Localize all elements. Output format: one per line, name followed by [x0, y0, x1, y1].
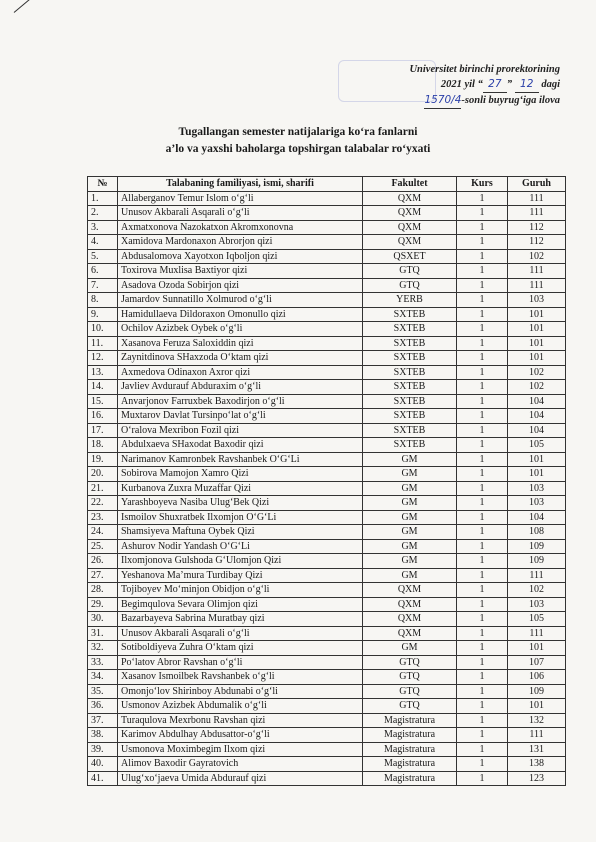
cell-group: 123: [508, 771, 566, 786]
cell-number: 34.: [88, 670, 118, 685]
table-row: [88, 655, 566, 670]
cell-number: 3.: [88, 220, 118, 235]
cell-number: 15.: [88, 394, 118, 409]
cell-number: 5.: [88, 249, 118, 264]
cell-fullname: O‘ralova Mexribon Fozil qizi: [118, 423, 363, 438]
approval-note: [330, 62, 560, 109]
cell-faculty: GM: [363, 481, 457, 496]
header-group: Guruh: [508, 177, 566, 192]
cell-group: 111: [508, 191, 566, 206]
cell-course: 1: [457, 351, 508, 366]
cell-number: 26.: [88, 554, 118, 569]
cell-faculty: SXTEB: [363, 307, 457, 322]
cell-fullname: Sobirova Mamojon Xamro Qizi: [118, 467, 363, 482]
cell-fullname: Allaberganov Temur Islom o‘g‘li: [118, 191, 363, 206]
cell-number: 9.: [88, 307, 118, 322]
cell-group: 102: [508, 365, 566, 380]
cell-number: 38.: [88, 728, 118, 743]
pen-stroke-mark: [14, 0, 45, 13]
cell-course: 1: [457, 394, 508, 409]
table-row: [88, 641, 566, 656]
cell-course: 1: [457, 728, 508, 743]
cell-faculty: GM: [363, 554, 457, 569]
table-row: [88, 351, 566, 366]
cell-group: 111: [508, 278, 566, 293]
cell-course: 1: [457, 467, 508, 482]
cell-fullname: Turaqulova Mexrbonu Ravshan qizi: [118, 713, 363, 728]
cell-course: 1: [457, 670, 508, 685]
cell-faculty: QSXET: [363, 249, 457, 264]
cell-course: 1: [457, 742, 508, 757]
table-header-row: [88, 177, 566, 192]
cell-group: 101: [508, 452, 566, 467]
cell-number: 25.: [88, 539, 118, 554]
cell-fullname: Xasanova Feruza Saloxiddin qizi: [118, 336, 363, 351]
cell-course: 1: [457, 438, 508, 453]
table-row: [88, 380, 566, 395]
cell-number: 1.: [88, 191, 118, 206]
cell-number: 20.: [88, 467, 118, 482]
cell-course: 1: [457, 626, 508, 641]
cell-fullname: Usmonov Azizbek Abdumalik o‘g‘li: [118, 699, 363, 714]
cell-faculty: QXM: [363, 220, 457, 235]
cell-faculty: GM: [363, 467, 457, 482]
cell-course: 1: [457, 510, 508, 525]
table-row: [88, 699, 566, 714]
table-row: [88, 235, 566, 250]
cell-course: 1: [457, 307, 508, 322]
cell-fullname: Abdusalomova Xayotxon Iqboljon qizi: [118, 249, 363, 264]
cell-number: 19.: [88, 452, 118, 467]
cell-faculty: SXTEB: [363, 438, 457, 453]
cell-fullname: Yeshanova Ma’mura Turdibay Qizi: [118, 568, 363, 583]
cell-group: 111: [508, 264, 566, 279]
cell-group: 108: [508, 525, 566, 540]
cell-fullname: Sotiboldiyeva Zuhra O‘ktam qizi: [118, 641, 363, 656]
cell-group: 104: [508, 394, 566, 409]
cell-course: 1: [457, 235, 508, 250]
cell-faculty: GTQ: [363, 278, 457, 293]
cell-number: 16.: [88, 409, 118, 424]
cell-group: 112: [508, 235, 566, 250]
cell-faculty: SXTEB: [363, 409, 457, 424]
approval-order-number: 1570/4: [424, 93, 461, 109]
cell-number: 2.: [88, 206, 118, 221]
cell-course: 1: [457, 539, 508, 554]
cell-course: 1: [457, 220, 508, 235]
cell-course: 1: [457, 409, 508, 424]
cell-faculty: Magistratura: [363, 757, 457, 772]
cell-fullname: Ulug‘xo‘jaeva Umida Abdurauf qizi: [118, 771, 363, 786]
cell-number: 10.: [88, 322, 118, 337]
approval-line-1: Universitet birinchi prorektorining: [409, 64, 560, 75]
cell-course: 1: [457, 597, 508, 612]
cell-fullname: Ilxomjonova Gulshoda G‘Ulomjon Qizi: [118, 554, 363, 569]
header-course: Kurs: [457, 177, 508, 192]
cell-number: 33.: [88, 655, 118, 670]
table-row: [88, 510, 566, 525]
cell-faculty: Magistratura: [363, 771, 457, 786]
cell-faculty: QXM: [363, 626, 457, 641]
cell-course: 1: [457, 699, 508, 714]
cell-faculty: Magistratura: [363, 728, 457, 743]
cell-number: 35.: [88, 684, 118, 699]
table-row: [88, 191, 566, 206]
approval-order-suffix: -sonli buyrug‘iga ilova: [461, 95, 560, 106]
table-row: [88, 742, 566, 757]
cell-number: 32.: [88, 641, 118, 656]
cell-course: 1: [457, 278, 508, 293]
table-row: [88, 322, 566, 337]
cell-fullname: Xasanov Ismoilbek Ravshanbek o‘g‘li: [118, 670, 363, 685]
cell-fullname: Kurbanova Zuxra Muzaffar Qizi: [118, 481, 363, 496]
table-row: [88, 612, 566, 627]
cell-group: 111: [508, 728, 566, 743]
cell-fullname: Po‘latov Abror Ravshan o‘g‘li: [118, 655, 363, 670]
table-row: [88, 423, 566, 438]
cell-number: 6.: [88, 264, 118, 279]
cell-fullname: Anvarjonov Farruxbek Baxodirjon o‘g‘li: [118, 394, 363, 409]
cell-faculty: QXM: [363, 235, 457, 250]
cell-number: 27.: [88, 568, 118, 583]
cell-faculty: SXTEB: [363, 394, 457, 409]
cell-group: 106: [508, 670, 566, 685]
cell-fullname: Ochilov Azizbek Oybek o‘g‘li: [118, 322, 363, 337]
cell-faculty: GM: [363, 452, 457, 467]
header-number: №: [88, 177, 118, 192]
cell-course: 1: [457, 757, 508, 772]
cell-fullname: Omonjo‘lov Shirinboy Abdunabi o‘g‘li: [118, 684, 363, 699]
cell-number: 28.: [88, 583, 118, 598]
cell-faculty: GM: [363, 568, 457, 583]
cell-faculty: SXTEB: [363, 423, 457, 438]
cell-fullname: Unusov Akbarali Asqarali o‘g‘li: [118, 206, 363, 221]
table-row: [88, 496, 566, 511]
table-row: [88, 336, 566, 351]
cell-course: 1: [457, 568, 508, 583]
cell-fullname: Unusov Akbarali Asqarali o‘g‘li: [118, 626, 363, 641]
cell-group: 103: [508, 481, 566, 496]
cell-faculty: Magistratura: [363, 713, 457, 728]
cell-fullname: Jamardov Sunnatillo Xolmurod o‘g‘li: [118, 293, 363, 308]
table-row: [88, 481, 566, 496]
cell-group: 102: [508, 380, 566, 395]
table-row: [88, 307, 566, 322]
cell-course: 1: [457, 525, 508, 540]
cell-group: 138: [508, 757, 566, 772]
cell-course: 1: [457, 206, 508, 221]
cell-group: 104: [508, 423, 566, 438]
document-title-line-1: Tugallangan semester natijalariga ko‘ra fanlarni: [178, 126, 418, 138]
cell-faculty: GM: [363, 510, 457, 525]
approval-day: 27: [483, 77, 507, 93]
cell-fullname: Shamsiyeva Maftuna Oybek Qizi: [118, 525, 363, 540]
cell-course: 1: [457, 612, 508, 627]
cell-fullname: Alimov Baxodir Gayratovich: [118, 757, 363, 772]
cell-course: 1: [457, 713, 508, 728]
cell-group: 101: [508, 467, 566, 482]
cell-course: 1: [457, 249, 508, 264]
cell-group: 102: [508, 249, 566, 264]
cell-faculty: QXM: [363, 206, 457, 221]
table-row: [88, 365, 566, 380]
cell-faculty: GTQ: [363, 684, 457, 699]
table-row: [88, 249, 566, 264]
table-row: [88, 713, 566, 728]
table-row: [88, 771, 566, 786]
cell-course: 1: [457, 191, 508, 206]
cell-faculty: GM: [363, 496, 457, 511]
cell-faculty: QXM: [363, 191, 457, 206]
table-row: [88, 278, 566, 293]
table-row: [88, 409, 566, 424]
cell-number: 21.: [88, 481, 118, 496]
cell-number: 37.: [88, 713, 118, 728]
approval-dagi: dagi: [541, 79, 560, 90]
cell-group: 101: [508, 336, 566, 351]
cell-faculty: SXTEB: [363, 322, 457, 337]
table-row: [88, 206, 566, 221]
cell-number: 29.: [88, 597, 118, 612]
cell-number: 14.: [88, 380, 118, 395]
cell-fullname: Yarashboyeva Nasiba Ulug‘Bek Qizi: [118, 496, 363, 511]
cell-faculty: GM: [363, 539, 457, 554]
cell-group: 105: [508, 438, 566, 453]
cell-group: 101: [508, 699, 566, 714]
header-faculty: Fakultet: [363, 177, 457, 192]
table-body: [88, 191, 566, 786]
cell-group: 109: [508, 684, 566, 699]
cell-course: 1: [457, 365, 508, 380]
cell-fullname: Bazarbayeva Sabrina Muratbay qizi: [118, 612, 363, 627]
cell-number: 12.: [88, 351, 118, 366]
cell-course: 1: [457, 554, 508, 569]
cell-number: 24.: [88, 525, 118, 540]
table-row: [88, 452, 566, 467]
cell-group: 111: [508, 206, 566, 221]
cell-group: 102: [508, 583, 566, 598]
cell-course: 1: [457, 264, 508, 279]
cell-fullname: Usmonova Moximbegim Ilxom qizi: [118, 742, 363, 757]
cell-number: 18.: [88, 438, 118, 453]
approval-quote-close: ”: [506, 79, 513, 90]
cell-course: 1: [457, 293, 508, 308]
table-row: [88, 670, 566, 685]
table-row: [88, 467, 566, 482]
cell-fullname: Axmatxonova Nazokatxon Akromxonovna: [118, 220, 363, 235]
cell-fullname: Asadova Ozoda Sobirjon qizi: [118, 278, 363, 293]
cell-group: 111: [508, 568, 566, 583]
table-row: [88, 394, 566, 409]
cell-number: 4.: [88, 235, 118, 250]
cell-number: 30.: [88, 612, 118, 627]
cell-faculty: GTQ: [363, 655, 457, 670]
cell-group: 109: [508, 554, 566, 569]
cell-fullname: Karimov Abdulhay Abdusattor-o‘g‘li: [118, 728, 363, 743]
cell-fullname: Javliev Avdurauf Abduraxim o‘g‘li: [118, 380, 363, 395]
cell-group: 103: [508, 496, 566, 511]
cell-number: 11.: [88, 336, 118, 351]
cell-number: 40.: [88, 757, 118, 772]
approval-line-2: [330, 77, 560, 93]
cell-group: 101: [508, 307, 566, 322]
cell-course: 1: [457, 380, 508, 395]
header-fullname: Talabaning familiyasi, ismi, sharifi: [118, 177, 363, 192]
cell-fullname: Begimqulova Sevara Olimjon qizi: [118, 597, 363, 612]
cell-faculty: GM: [363, 525, 457, 540]
cell-group: 111: [508, 626, 566, 641]
cell-number: 17.: [88, 423, 118, 438]
cell-number: 8.: [88, 293, 118, 308]
cell-course: 1: [457, 452, 508, 467]
cell-course: 1: [457, 771, 508, 786]
table-row: [88, 626, 566, 641]
table-row: [88, 293, 566, 308]
table-row: [88, 220, 566, 235]
table-row: [88, 597, 566, 612]
cell-faculty: GTQ: [363, 264, 457, 279]
cell-course: 1: [457, 322, 508, 337]
cell-fullname: Abdulxaeva SHaxodat Baxodir qizi: [118, 438, 363, 453]
table-row: [88, 757, 566, 772]
cell-group: 132: [508, 713, 566, 728]
cell-faculty: QXM: [363, 597, 457, 612]
cell-course: 1: [457, 481, 508, 496]
approval-line-3: [330, 93, 560, 109]
cell-number: 22.: [88, 496, 118, 511]
cell-number: 36.: [88, 699, 118, 714]
cell-group: 105: [508, 612, 566, 627]
cell-fullname: Hamidullaeva Dildoraxon Omonullo qizi: [118, 307, 363, 322]
cell-number: 13.: [88, 365, 118, 380]
cell-number: 7.: [88, 278, 118, 293]
cell-fullname: Tojiboyev Mo‘minjon Obidjon o‘g‘li: [118, 583, 363, 598]
table-row: [88, 264, 566, 279]
cell-fullname: Axmedova Odinaxon Axror qizi: [118, 365, 363, 380]
cell-faculty: QXM: [363, 583, 457, 598]
cell-fullname: Toxirova Muxlisa Baxtiyor qizi: [118, 264, 363, 279]
table-row: [88, 525, 566, 540]
approval-year: 2021 yil “: [440, 79, 483, 90]
cell-faculty: SXTEB: [363, 365, 457, 380]
cell-course: 1: [457, 583, 508, 598]
cell-group: 103: [508, 597, 566, 612]
cell-number: 23.: [88, 510, 118, 525]
cell-faculty: QXM: [363, 612, 457, 627]
cell-course: 1: [457, 641, 508, 656]
cell-number: 41.: [88, 771, 118, 786]
table-row: [88, 554, 566, 569]
cell-faculty: SXTEB: [363, 351, 457, 366]
cell-fullname: Ismoilov Shuxratbek Ilxomjon O‘G‘Li: [118, 510, 363, 525]
cell-group: 103: [508, 293, 566, 308]
cell-fullname: Muxtarov Davlat Tursinpo‘lat o‘g‘li: [118, 409, 363, 424]
cell-faculty: GM: [363, 641, 457, 656]
table-row: [88, 568, 566, 583]
cell-number: 31.: [88, 626, 118, 641]
cell-fullname: Ashurov Nodir Yandash O‘G‘Li: [118, 539, 363, 554]
cell-course: 1: [457, 423, 508, 438]
cell-fullname: Xamidova Mardonaxon Abrorjon qizi: [118, 235, 363, 250]
table-row: [88, 728, 566, 743]
table-row: [88, 438, 566, 453]
cell-fullname: Zaynitdinova SHaxzoda O‘ktam qizi: [118, 351, 363, 366]
approval-month: 12: [515, 77, 539, 93]
cell-fullname: Narimanov Kamronbek Ravshanbek O‘G‘Li: [118, 452, 363, 467]
cell-group: 109: [508, 539, 566, 554]
document-title-line-2: a’lo va yaxshi baholarga topshirgan talabalar ro‘yxati: [165, 143, 431, 155]
cell-faculty: SXTEB: [363, 336, 457, 351]
students-table: [87, 176, 566, 786]
cell-faculty: YERB: [363, 293, 457, 308]
cell-group: 101: [508, 351, 566, 366]
cell-group: 104: [508, 510, 566, 525]
cell-course: 1: [457, 684, 508, 699]
cell-group: 104: [508, 409, 566, 424]
table-row: [88, 583, 566, 598]
cell-course: 1: [457, 336, 508, 351]
table-row: [88, 684, 566, 699]
cell-group: 107: [508, 655, 566, 670]
cell-group: 131: [508, 742, 566, 757]
cell-faculty: Magistratura: [363, 742, 457, 757]
cell-faculty: GTQ: [363, 670, 457, 685]
cell-faculty: GTQ: [363, 699, 457, 714]
cell-group: 112: [508, 220, 566, 235]
cell-group: 101: [508, 322, 566, 337]
cell-number: 39.: [88, 742, 118, 757]
cell-course: 1: [457, 496, 508, 511]
cell-faculty: SXTEB: [363, 380, 457, 395]
cell-group: 101: [508, 641, 566, 656]
cell-course: 1: [457, 655, 508, 670]
table-row: [88, 539, 566, 554]
